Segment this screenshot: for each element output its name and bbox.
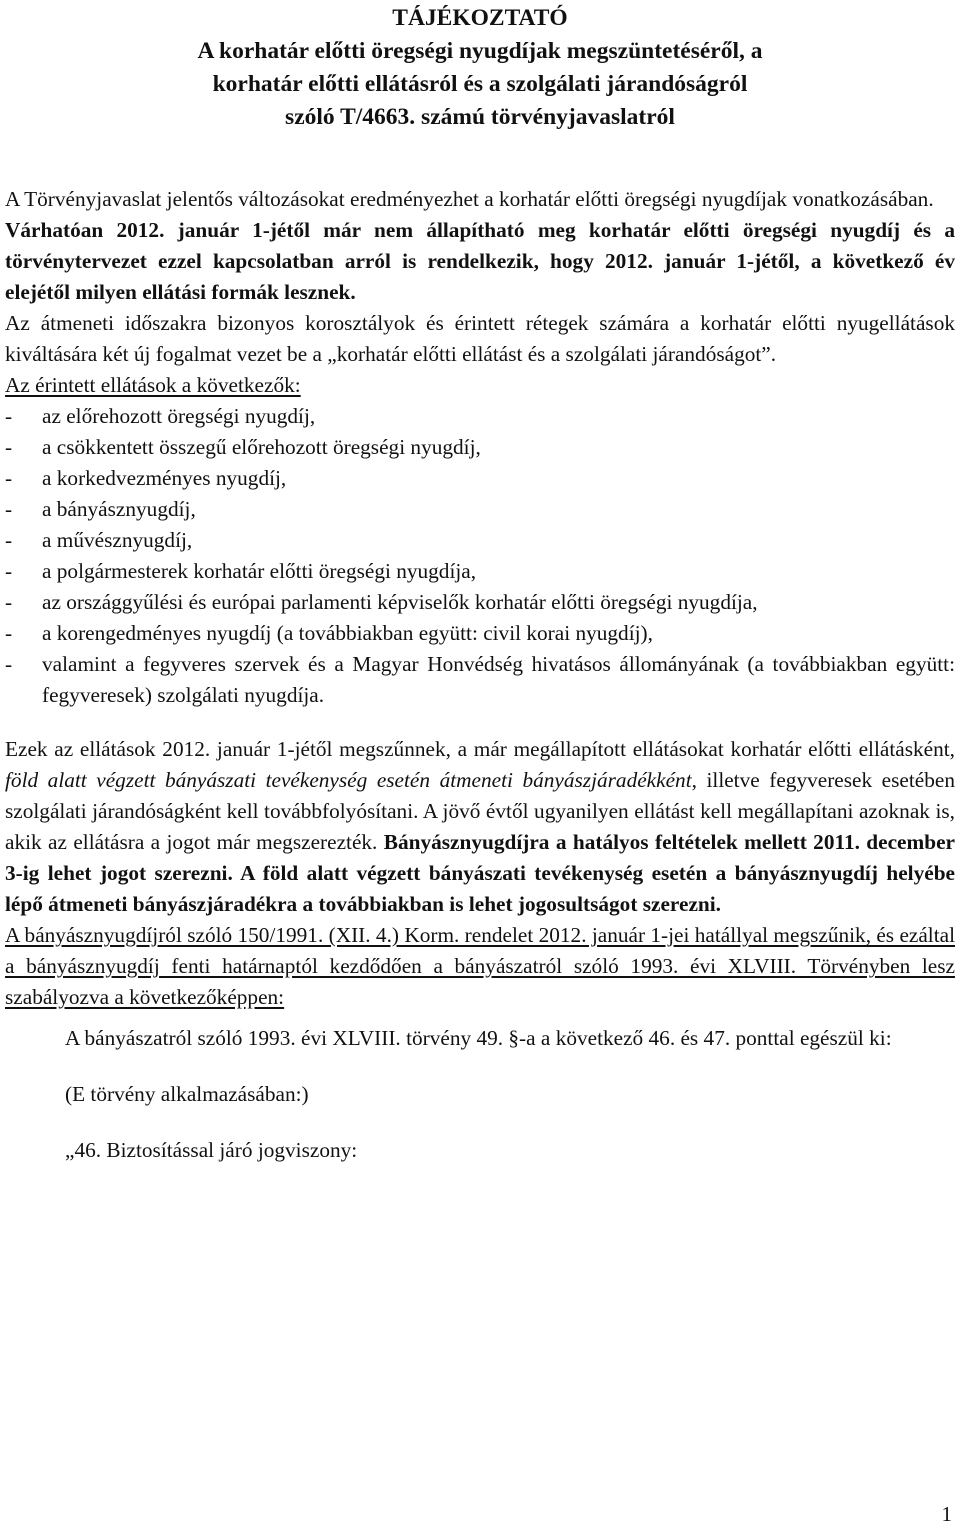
title-line-4: szóló T/4663. számú törvényjavaslatról <box>285 104 675 130</box>
list-item <box>5 587 955 618</box>
list-item-text: a polgármesterek korhatár előtti öregségi nyugdíja, <box>42 559 477 583</box>
bold-text: Bányásznyugdíjra a hatályos feltételek mellett 2011. december 3-ig lehet jogot szerezni. A föld alatt végzett bányászati tevékenység esetén a bányásznyugdíj helyébe lépő átmeneti bányászjáradékra a továbbiakban is lehet jogosultságot szerezni. <box>5 830 955 916</box>
title-line-1: TÁJÉKOZTATÓ <box>392 5 568 31</box>
title-line-3: korhatár előtti ellátásról és a szolgálati járandóságról <box>212 71 748 97</box>
intro-paragraph-1: A Törvényjavaslat jelentős változásokat eredményezhet a korhatár előtti öregségi nyugdíjak vonatkozásában. <box>5 187 934 211</box>
quote-line-1: A bányászatról szóló 1993. évi XLVIII. törvény 49. §-a a következő 46. és 47. ponttal egészül ki: <box>65 1026 892 1050</box>
list-item <box>5 494 955 525</box>
list-dash: - <box>5 652 13 676</box>
list-dash: - <box>5 497 13 521</box>
paragraph-text: , illetve fegyveresek esetében szolgálati járandóságként kell továbbfolyósítani. A jövő évtől ugyanilyen ellátást kell megállapítani azoknak is, akik az ellátásra a jogot már megszerezték. <box>5 768 955 854</box>
list-item-text: az országgyűlési és európai parlamenti képviselők korhatár előtti öregségi nyugdíja, <box>42 590 758 614</box>
list-item-text: valamint a fegyveres szervek és a Magyar Honvédség hivatásos állományának (a továbbiakban együtt: fegyveresek) szolgálati nyugdíja. <box>42 652 955 707</box>
document-title <box>5 2 955 134</box>
affected-benefits-list <box>5 401 955 711</box>
list-item-text: a művésznyugdíj, <box>42 528 193 552</box>
document-body <box>5 184 955 1166</box>
title-line-2: A korhatár előtti öregségi nyugdíjak megszüntetéséről, a <box>197 38 763 64</box>
list-item-text: a bányásznyugdíj, <box>42 497 196 521</box>
list-item <box>5 556 955 587</box>
list-dash: - <box>5 621 13 645</box>
list-item-text: az előrehozott öregségi nyugdíj, <box>42 404 316 428</box>
list-item <box>5 401 955 432</box>
quote-line-3: „46. Biztosítással járó jogviszony: <box>65 1138 358 1162</box>
list-dash: - <box>5 404 13 428</box>
page-number: 1 <box>941 1502 952 1526</box>
paragraph-regulation: A bányásznyugdíjról szóló 150/1991. (XII. 4.) Korm. rendelet 2012. január 1-jei hatállyal megszűnik, és ezáltal a bányásznyugdíj fenti határnaptól kezdődően a bányászatról szóló 1993. évi XLVIII. Törvényben lesz szabályozva a következőképpen: <box>5 923 955 1009</box>
list-item-text: a korengedményes nyugdíj (a továbbiakban együtt: civil korai nyugdíj), <box>42 621 653 645</box>
list-dash: - <box>5 528 13 552</box>
list-heading: Az érintett ellátások a következők: <box>5 373 301 397</box>
list-item <box>5 463 955 494</box>
list-dash: - <box>5 559 13 583</box>
list-dash: - <box>5 590 13 614</box>
paragraph-benefits-end <box>5 734 955 920</box>
italic-text: föld alatt végzett bányászati tevékenység esetén átmeneti bányászjáradékként <box>5 768 692 792</box>
document-page <box>5 0 955 1166</box>
list-dash: - <box>5 435 13 459</box>
intro-paragraph-2: Várhatóan 2012. január 1-jétől már nem állapítható meg korhatár előtti öregségi nyugdíj és a törvénytervezet ezzel kapcsolatban arról is rendelkezik, hogy 2012. január 1-jétől, a következő év elejétől milyen ellátási formák lesznek. <box>5 218 955 304</box>
list-dash: - <box>5 466 13 490</box>
list-item <box>5 618 955 649</box>
quote-line-2: (E törvény alkalmazásában:) <box>65 1082 309 1106</box>
list-item <box>5 649 955 711</box>
list-item <box>5 432 955 463</box>
paragraph-text: Ezek az ellátások 2012. január 1-jétől megszűnnek, a már megállapított ellátásokat korhatár előtti ellátásként, <box>5 737 955 761</box>
list-item-text: a korkedvezményes nyugdíj, <box>42 466 287 490</box>
list-item <box>5 525 955 556</box>
list-item-text: a csökkentett összegű előrehozott öregségi nyugdíj, <box>42 435 481 459</box>
intro-paragraph-3: Az átmeneti időszakra bizonyos korosztályok és érintett rétegek számára a korhatár előtti nyugellátások kiváltására két új fogalmat vezet be a „korhatár előtti ellátást és a szolgálati járandóságot”. <box>5 311 955 366</box>
